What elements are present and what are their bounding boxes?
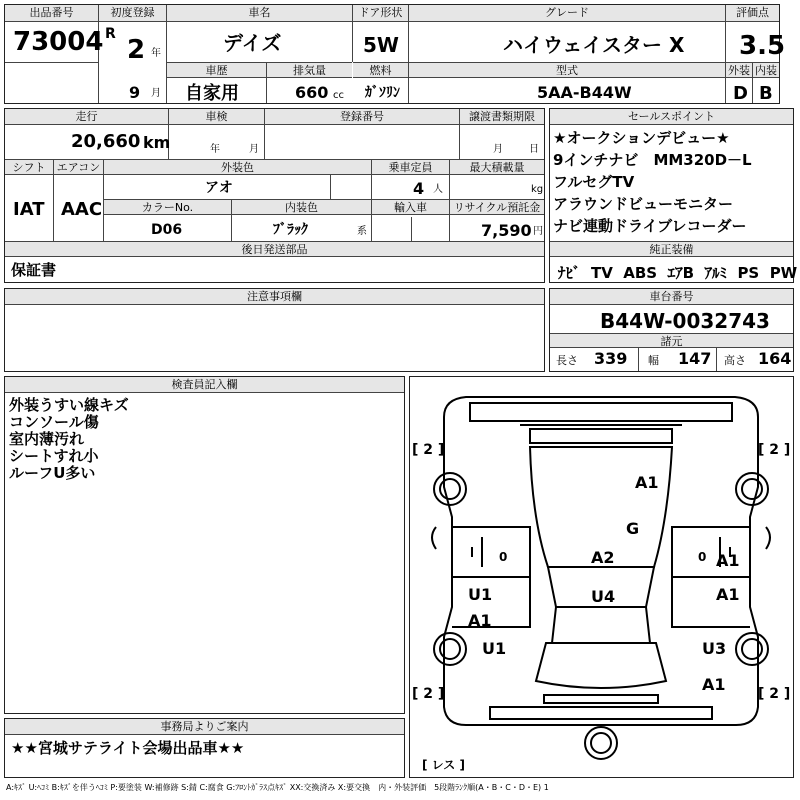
equipment-item: ﾅﾋﾞ: [558, 264, 581, 282]
inspector-note: シートすれ小: [9, 447, 99, 465]
displacement-unit: cc: [333, 90, 344, 101]
interior-label: 内装: [755, 64, 777, 77]
equipment-item: ｱﾙﾐ: [704, 264, 727, 282]
lot-label: 出品番号: [5, 5, 98, 22]
lot-number: 73004: [13, 27, 104, 57]
damage-roof-front: A2: [591, 548, 615, 567]
office-label: 事務局よりご案内: [5, 719, 404, 735]
reg-month: 9: [129, 83, 141, 102]
damage-roof-rear: U4: [591, 587, 616, 606]
tire-mark-rl: [ 2 ]: [412, 686, 445, 702]
grade-label: グレード: [409, 5, 725, 22]
equipment-item: ｴｱB: [667, 264, 695, 282]
cautions-label: 注意事項欄: [5, 289, 544, 305]
recycle-label: リサイクル預託金: [450, 200, 544, 215]
length: 339: [594, 349, 628, 368]
reg-year: 2: [127, 35, 146, 65]
ac: AAC: [61, 199, 103, 220]
inspector-box: [4, 376, 405, 714]
car-name: デイズ: [223, 31, 282, 55]
damage-left-front-u: U1: [468, 585, 493, 604]
tire-mark-rr: [ 2 ]: [758, 686, 791, 702]
car-name-label: 車名: [167, 5, 352, 22]
mark-left-zero: 0: [499, 550, 508, 564]
door-label: ドア形状: [353, 5, 408, 22]
model-label: 型式: [409, 62, 725, 78]
inspection-year-unit: 年: [210, 144, 220, 155]
damage-right-front: A1: [716, 551, 740, 570]
history-label: 車歴: [167, 62, 266, 78]
height-label: 高さ: [724, 354, 746, 367]
sales-point-item: フルセグTV: [553, 173, 635, 191]
equipment-list: [558, 262, 797, 283]
month-unit: 月: [151, 88, 161, 99]
equipment-label: 純正装備: [550, 242, 793, 257]
damage-hood: A1: [635, 473, 659, 492]
capacity: 4: [413, 179, 425, 198]
equipment-item: PW: [769, 264, 798, 282]
registration-label: 登録番号: [265, 109, 459, 125]
ext-color: アオ: [205, 180, 233, 196]
equipment-item: ABS: [623, 264, 658, 282]
office-text: ★★宮城サテライト会場出品車★★: [11, 739, 245, 757]
transfer-month-unit: 月: [493, 144, 503, 155]
chassis-label: 車台番号: [550, 289, 793, 305]
model-code: 5AA-B44W: [537, 83, 632, 102]
mileage: 20,660: [71, 131, 141, 152]
dimensions-label: 諸元: [550, 333, 793, 348]
damage-windscreen: G: [626, 519, 640, 538]
inspector-note: 室内薄汚れ: [9, 430, 85, 448]
length-label: 長さ: [556, 354, 578, 367]
ac-label: エアコン: [54, 160, 103, 175]
equipment-item: TV: [590, 264, 613, 282]
inspector-label: 検査員記入欄: [5, 377, 404, 393]
legend: A:ｷｽﾞ U:ﾍｺﾐ B:ｷｽﾞを伴うﾍｺﾐ P:要塗装 W:補修跡 S:錆 C:腐食 G:ﾌﾛﾝﾄｶﾞﾗｽ点ｷｽﾞ XX:交換済み X:要交換 内・外装評価 5段階ﾗﾝｸ順(A・B・C・D・E) 1: [6, 783, 549, 792]
damage-right-rear: A1: [716, 585, 740, 604]
cautions-box: [4, 288, 545, 372]
recycle-unit: 円: [533, 226, 543, 237]
office-box: [4, 718, 405, 778]
mileage-unit: km: [143, 133, 171, 152]
recycle-fee: 7,590: [481, 221, 532, 240]
exterior-label: 外装: [728, 64, 750, 77]
capacity-label: 乗車定員: [372, 160, 449, 175]
spare-mark: [ レス ]: [422, 758, 465, 772]
fuel: ｶﾞｿﾘﾝ: [365, 85, 400, 101]
inspector-note: コンソール傷: [9, 413, 99, 431]
interior-grade: B: [759, 83, 773, 104]
inspection-label: 車検: [169, 109, 264, 125]
tire-mark-fl: [ 2 ]: [412, 442, 445, 458]
inspector-note: 外装うすい線キズ: [9, 396, 129, 414]
damage-left-rear: U1: [482, 639, 507, 658]
sales-points-list: [553, 127, 793, 237]
door-type: 5W: [363, 33, 399, 57]
int-color-unit: 系: [357, 226, 367, 237]
shift-label: シフト: [5, 160, 53, 175]
import-label: 輸入車: [372, 200, 449, 215]
capacity-unit: 人: [433, 184, 443, 195]
fuel-label: 燃料: [353, 62, 408, 78]
later-parts: 保証書: [11, 261, 57, 279]
inspector-notes: [9, 397, 129, 482]
year-unit: 年: [151, 48, 161, 59]
width-label: 幅: [648, 354, 659, 367]
details-box: [4, 108, 545, 283]
chassis-number: B44W-0032743: [600, 309, 770, 333]
sales-points-box: [549, 108, 798, 283]
grade: ハイウェイスター X: [503, 33, 685, 57]
sales-point-item: ★オークションデビュー★: [553, 129, 730, 147]
first-reg-label: 初度登録: [99, 5, 166, 22]
transfer-label: 譲渡書類期限: [460, 109, 544, 125]
sales-point-item: アラウンドビューモニター: [553, 195, 734, 213]
car-outline: [410, 377, 793, 777]
tire-mark-fr: [ 2 ]: [758, 442, 791, 458]
equipment-item: PS: [737, 264, 760, 282]
displacement-label: 排気量: [267, 62, 352, 78]
exterior-grade: D: [733, 83, 748, 104]
int-color: ﾌﾞﾗｯｸ: [273, 222, 308, 238]
int-color-label: 内装色: [232, 200, 371, 215]
later-parts-label: 後日発送部品: [5, 242, 544, 257]
history: 自家用: [185, 83, 239, 104]
damage-right-quarter: U3: [702, 639, 727, 658]
sales-points-label: セールスポイント: [550, 109, 793, 125]
height: 164: [758, 349, 792, 368]
ext-color-label: 外装色: [104, 160, 371, 175]
transfer-day-unit: 日: [529, 144, 539, 155]
score: 3.5: [739, 31, 786, 61]
sales-point-item: 9インチナビ MM320D－L: [553, 151, 752, 169]
max-load-unit: kg: [531, 184, 544, 195]
shift: IAT: [13, 199, 45, 220]
width: 147: [678, 349, 712, 368]
inspector-note: ルーフU多い: [9, 464, 96, 482]
color-no: D06: [151, 222, 183, 238]
header-box: [4, 4, 786, 104]
damage-rear-bumper: A1: [702, 675, 726, 694]
max-load-label: 最大積載量: [450, 160, 544, 175]
displacement: 660: [295, 83, 329, 102]
chassis-box: [549, 288, 794, 372]
score-label: 評価点: [726, 5, 779, 22]
era: R: [105, 26, 116, 42]
damage-left-front-a: A1: [468, 611, 492, 630]
mark-right-zero: 0: [698, 550, 707, 564]
sales-point-item: ナビ連動ドライブレコーダー: [553, 217, 747, 235]
car-diagram: [409, 376, 794, 778]
color-no-label: カラーNo.: [104, 200, 231, 215]
inspection-month-unit: 月: [249, 144, 259, 155]
mileage-label: 走行: [5, 109, 168, 125]
